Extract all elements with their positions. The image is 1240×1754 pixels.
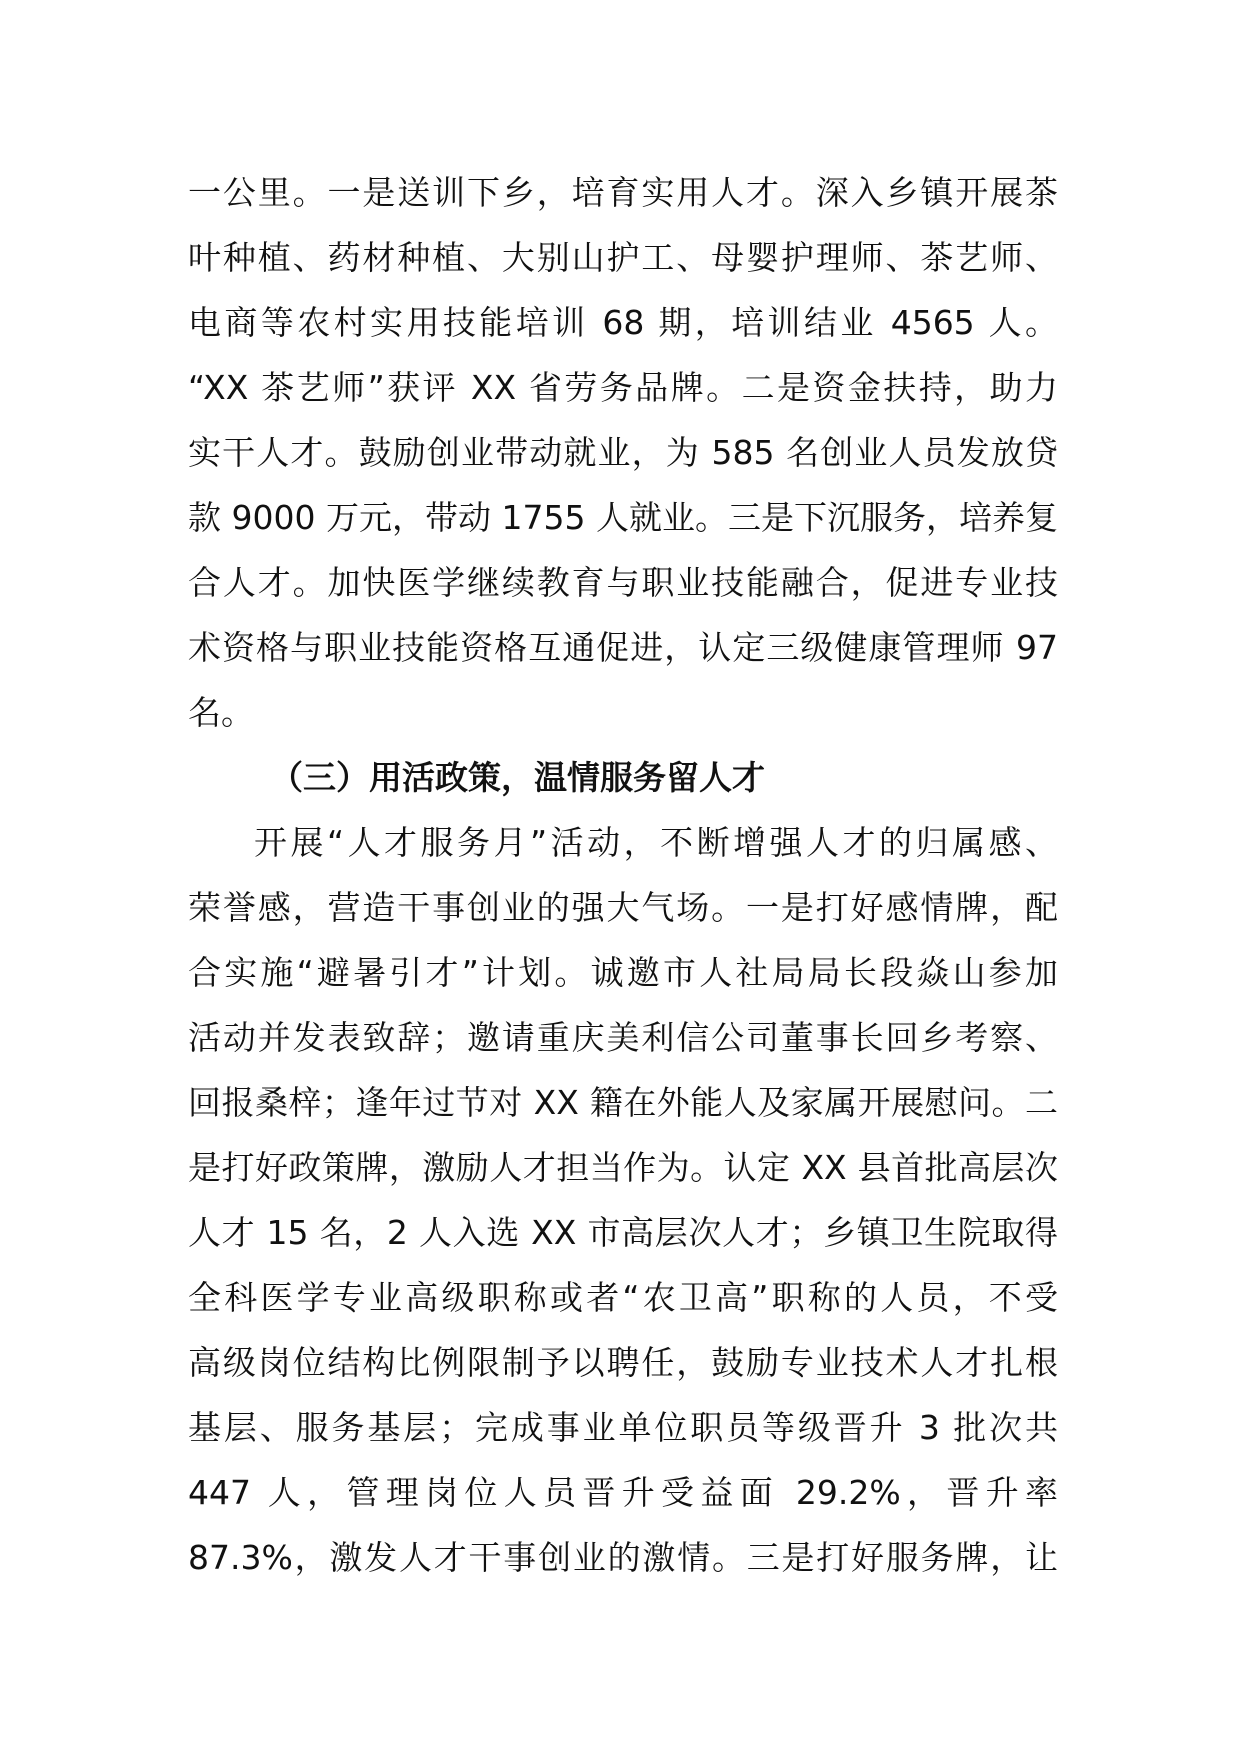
paragraph-last-line: 名。 xyxy=(188,693,254,732)
paragraph-line: 合人才。加快医学继续教育与职业技能融合，促进专业技 xyxy=(188,563,1058,602)
section-heading: （三）用活政策，温情服务留人才 xyxy=(270,758,765,797)
paragraph-line: 是打好政策牌，激励人才担当作为。认定 XX 县首批高层次 xyxy=(188,1148,1058,1187)
paragraph-line: 叶种植、药材种植、大别山护工、母婴护理师、茶艺师、 xyxy=(188,238,1058,277)
paragraph-line: 实干人才。鼓励创业带动就业，为 585 名创业人员发放贷 xyxy=(188,433,1058,472)
paragraph-line: 合实施“避暑引才”计划。诚邀市人社局局长段焱山参加 xyxy=(188,953,1058,992)
paragraph-line: “XX 茶艺师”获评 XX 省劳务品牌。二是资金扶持，助力 xyxy=(188,368,1058,407)
paragraph-line: 术资格与职业技能资格互通促进，认定三级健康管理师 97 xyxy=(188,628,1058,667)
paragraph-first-line: 开展“人才服务月”活动，不断增强人才的归属感、 xyxy=(254,823,1058,862)
paragraph-line: 人才 15 名，2 人入选 XX 市高层次人才；乡镇卫生院取得 xyxy=(188,1213,1058,1252)
paragraph-line: 活动并发表致辞；邀请重庆美利信公司董事长回乡考察、 xyxy=(188,1018,1058,1057)
paragraph-line: 回报桑梓；逢年过节对 XX 籍在外能人及家属开展慰问。二 xyxy=(188,1083,1058,1122)
paragraph-line: 荣誉感，营造干事创业的强大气场。一是打好感情牌，配 xyxy=(188,888,1058,927)
paragraph-line: 基层、服务基层；完成事业单位职员等级晋升 3 批次共 xyxy=(188,1408,1058,1447)
paragraph-line: 一公里。一是送训下乡，培育实用人才。深入乡镇开展茶 xyxy=(188,173,1058,212)
paragraph-line: 全科医学专业高级职称或者“农卫高”职称的人员，不受 xyxy=(188,1278,1058,1317)
paragraph-line: 电商等农村实用技能培训 68 期，培训结业 4565 人。 xyxy=(188,303,1058,342)
paragraph-line: 款 9000 万元，带动 1755 人就业。三是下沉服务，培养复 xyxy=(188,498,1058,537)
paragraph-line: 87.3%，激发人才干事创业的激情。三是打好服务牌，让 xyxy=(188,1538,1058,1577)
paragraph-line: 447 人，管理岗位人员晋升受益面 29.2%，晋升率 xyxy=(188,1473,1058,1512)
paragraph-line: 高级岗位结构比例限制予以聘任，鼓励专业技术人才扎根 xyxy=(188,1343,1058,1382)
